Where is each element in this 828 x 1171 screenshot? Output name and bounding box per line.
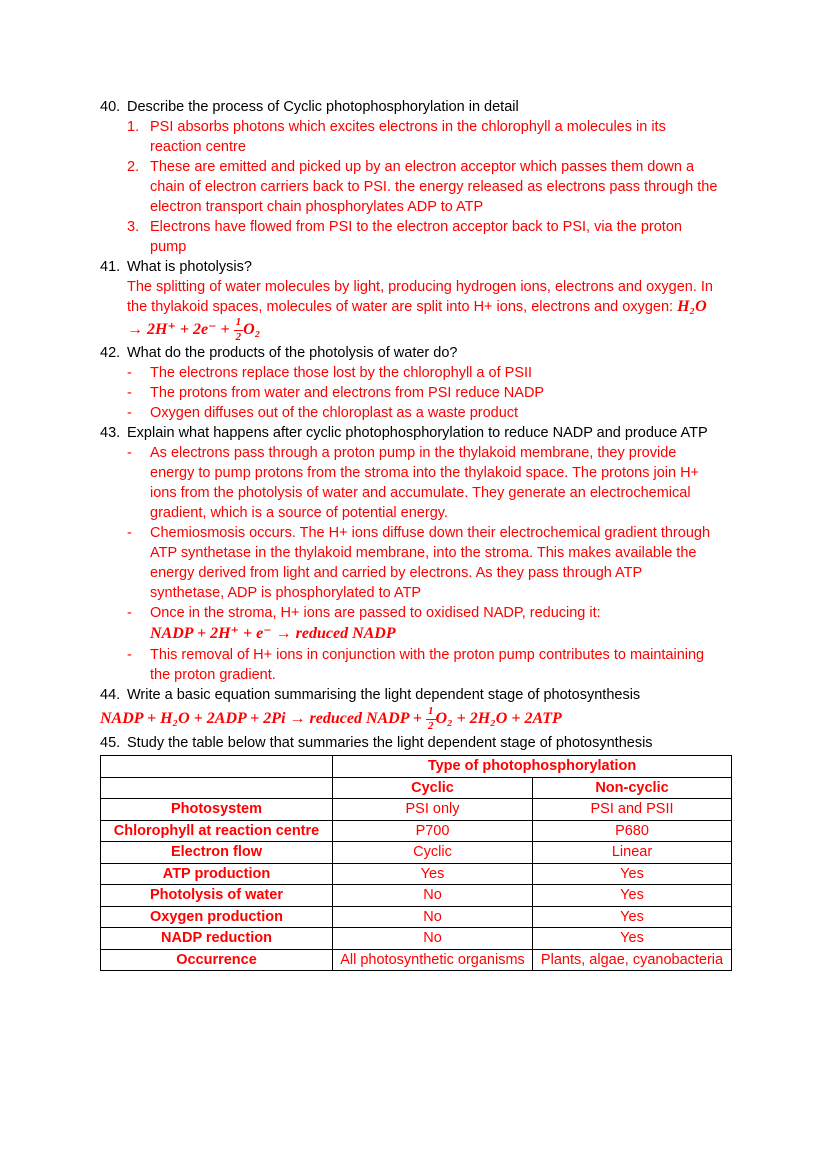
question-line — [100, 733, 720, 753]
question-text: What is photolysis? — [127, 259, 252, 275]
equation-right: O₂ — [243, 321, 261, 339]
question-text: Describe the process of Cyclic photophosphorylation in detail — [127, 99, 519, 115]
photophosphorylation-table — [100, 755, 732, 971]
list-item — [127, 523, 720, 603]
item-text: These are emitted and picked up by an electron acceptor which passes them down a chain of electron carriers back to PSI. the energy released as electrons pass through the electron transport chain phosphorylates ADP to ATP — [150, 159, 718, 215]
row-label: Photosystem — [101, 799, 333, 821]
item-marker: - — [127, 525, 132, 542]
document-content — [100, 97, 724, 971]
item-text: Electrons have flowed from PSI to the electron acceptor back to PSI, via the proton pump — [150, 219, 682, 255]
item-marker: - — [127, 445, 132, 462]
list-item — [127, 363, 720, 383]
item-marker: - — [127, 385, 132, 402]
list-item — [127, 645, 720, 685]
question-line — [100, 97, 720, 117]
question-45 — [100, 733, 724, 971]
question-text: What do the products of the photolysis of water do? — [127, 345, 458, 362]
row-label: Electron flow — [101, 842, 333, 864]
row-label: NADP reduction — [101, 928, 333, 950]
row-label: ATP production — [101, 863, 333, 885]
answer-list — [100, 117, 720, 257]
cell-cyclic: P700 — [333, 820, 533, 842]
cell-cyclic: No — [333, 906, 533, 928]
question-text: Explain what happens after cyclic photophosphorylation to reduce NADP and produce ATP — [127, 425, 708, 442]
equation-right: O₂ + 2H₂O + 2ATP — [435, 710, 562, 728]
question-number: 45. — [100, 735, 121, 752]
table-group-header: Type of photophosphorylation — [333, 756, 732, 778]
list-item — [127, 443, 720, 523]
list-item — [127, 117, 720, 157]
table-row — [101, 885, 732, 907]
question-42 — [100, 343, 720, 423]
question-line — [100, 257, 720, 277]
item-text: This removal of H+ ions in conjunction with the proton pump contributes to maintaining the proton gradient. — [150, 647, 705, 684]
equation-left: H₂O → 2H⁺ + 2e⁻ + — [127, 298, 707, 339]
answer-text: The splitting of water molecules by light, producing hydrogen ions, electrons and oxygen. In the thylakoid spaces, molecules of water are split into H+ ions, electrons and oxygen: — [127, 279, 713, 315]
empty-cell — [101, 777, 333, 799]
table-row — [101, 949, 732, 971]
column-header-noncyclic: Non-cyclic — [533, 777, 732, 799]
item-text: Once in the stroma, H+ ions are passed to oxidised NADP, reducing it: — [150, 605, 601, 622]
item-marker: 3. — [127, 219, 140, 235]
question-number: 42. — [100, 345, 121, 362]
cell-noncyclic: Linear — [533, 842, 732, 864]
answer-paragraph — [127, 277, 720, 343]
answer-list — [100, 443, 720, 685]
item-text: Oxygen diffuses out of the chloroplast as a waste product — [150, 405, 519, 422]
item-marker: - — [127, 405, 132, 422]
list-item — [127, 603, 720, 645]
row-label: Photolysis of water — [101, 885, 333, 907]
item-marker: - — [127, 365, 132, 382]
question-41 — [100, 257, 720, 343]
question-44 — [100, 685, 720, 732]
question-number: 41. — [100, 259, 121, 275]
cell-cyclic: All photosynthetic organisms — [333, 949, 533, 971]
cell-noncyclic: PSI and PSII — [533, 799, 732, 821]
cell-noncyclic: Plants, algae, cyanobacteria — [533, 949, 732, 971]
column-header-cyclic: Cyclic — [333, 777, 533, 799]
item-text: Chemiosmosis occurs. The H+ ions diffuse down their electrochemical gradient through ATP synthetase in the thylakoid membrane, into the stroma. This makes available the energy derived from light and carried by electrons. As they pass through ATP synthetase, ADP is phosphorylated to ATP — [150, 525, 711, 602]
answer-list — [100, 363, 720, 423]
table-row — [101, 863, 732, 885]
list-item — [127, 403, 720, 423]
item-marker: 2. — [127, 159, 140, 175]
question-number: 43. — [100, 425, 121, 442]
fraction-numerator: 1 — [426, 706, 436, 720]
item-text: The electrons replace those lost by the chlorophyll a of PSII — [150, 365, 533, 382]
table-row — [101, 928, 732, 950]
empty-cell — [101, 756, 333, 778]
item-marker: - — [127, 647, 132, 664]
table-row — [101, 799, 732, 821]
question-line — [100, 343, 720, 363]
question-40 — [100, 97, 720, 257]
item-text: The protons from water and electrons from PSI reduce NADP — [150, 385, 545, 402]
row-label: Occurrence — [101, 949, 333, 971]
table-row — [101, 777, 732, 799]
cell-cyclic: No — [333, 928, 533, 950]
list-item — [127, 383, 720, 403]
cell-noncyclic: Yes — [533, 906, 732, 928]
question-number: 44. — [100, 687, 121, 704]
question-line — [100, 423, 720, 443]
item-marker: - — [127, 605, 132, 622]
cell-cyclic: Cyclic — [333, 842, 533, 864]
item-text: As electrons pass through a proton pump in the thylakoid membrane, they provide energy to pump protons from the stroma into the thylakoid space. The protons join H+ ions from the photolysis of water and accumulate. They generate an electrochemical gradient, which is a source of potential energy. — [150, 445, 700, 522]
question-line — [100, 685, 720, 705]
question-text: Study the table below that summaries the light dependent stage of photosynthesis — [127, 735, 653, 752]
cell-cyclic: PSI only — [333, 799, 533, 821]
table-row — [101, 906, 732, 928]
item-body — [150, 603, 720, 645]
cell-cyclic: Yes — [333, 863, 533, 885]
list-item — [127, 157, 720, 217]
row-label: Oxygen production — [101, 906, 333, 928]
question-43 — [100, 423, 720, 685]
table-row — [101, 842, 732, 864]
light-dependent-stage-equation — [100, 706, 720, 732]
fraction-denominator: 2 — [235, 330, 242, 343]
question-number: 40. — [100, 99, 121, 115]
list-item — [127, 217, 720, 257]
equation-left: NADP + H₂O + 2ADP + 2Pi → reduced NADP + — [100, 710, 427, 728]
fraction-one-half — [426, 706, 436, 732]
nadp-reduction-equation: NADP + 2H⁺ + e⁻ → reduced NADP — [150, 625, 396, 643]
row-label: Chlorophyll at reaction centre — [101, 820, 333, 842]
cell-noncyclic: Yes — [533, 863, 732, 885]
question-text: Write a basic equation summarising the light dependent stage of photosynthesis — [127, 687, 641, 704]
table-row — [101, 756, 732, 778]
table-row — [101, 820, 732, 842]
fraction-denominator: 2 — [428, 719, 434, 732]
fraction-one-half — [234, 317, 244, 343]
item-marker: 1. — [127, 119, 140, 135]
item-text: PSI absorbs photons which excites electrons in the chlorophyll a molecules in its reaction centre — [150, 119, 666, 155]
fraction-numerator: 1 — [234, 317, 244, 331]
cell-cyclic: No — [333, 885, 533, 907]
cell-noncyclic: Yes — [533, 885, 732, 907]
cell-noncyclic: Yes — [533, 928, 732, 950]
cell-noncyclic: P680 — [533, 820, 732, 842]
